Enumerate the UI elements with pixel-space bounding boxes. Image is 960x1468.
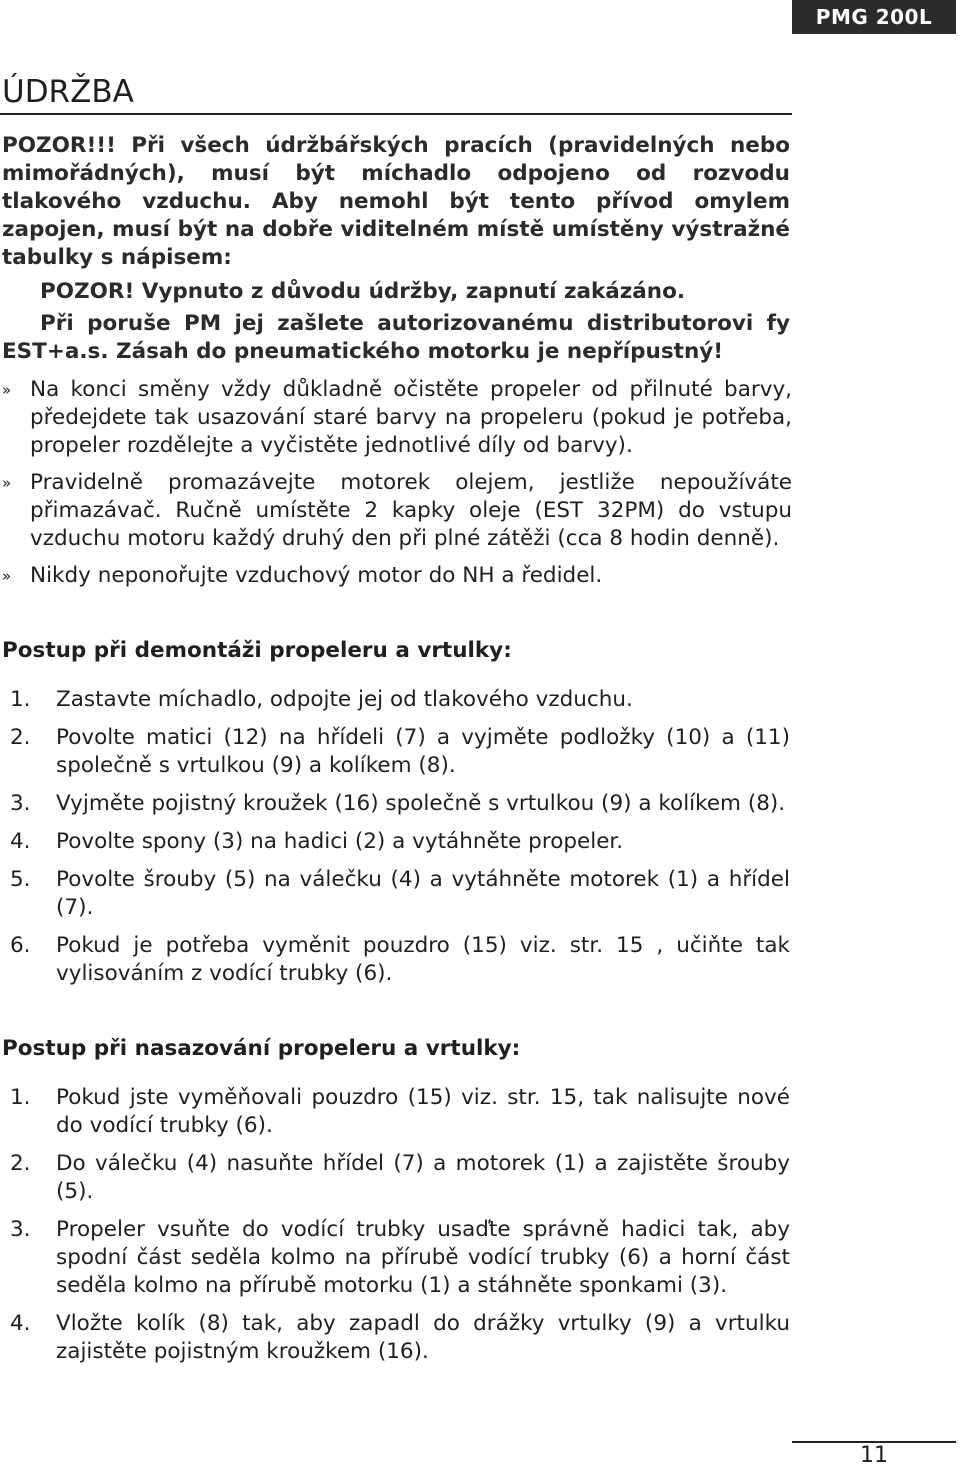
maintenance-bullets <box>2 376 792 599</box>
warning-paragraph <box>2 132 790 272</box>
bullet-item <box>2 562 792 590</box>
step-item <box>10 686 790 714</box>
step-text: Propeler vsuňte do vodící trubky usaďte správně hadici tak, aby spodní část seděla kolmo na přírubě vodící trubky (6) a horní část seděla kolmo na přírubě motorku (1) a stáhněte sponkami (3). <box>56 1217 790 1298</box>
step-number: 3. <box>10 1217 31 1242</box>
step-item <box>10 1150 790 1206</box>
service-notice: Při poruše PM jej zašlete autorizovanému distributorovi fy EST+a.s. Zásah do pneumatického motorku je nepřípustný! <box>2 311 790 364</box>
step-text: Zastavte míchadlo, odpojte jej od tlakového vzduchu. <box>56 687 633 712</box>
bullet-icon: » <box>2 474 12 492</box>
step-text: Pokud je potřeba vyměnit pouzdro (15) viz. str. 15 , učiňte tak vylisováním z vodící trubky (6). <box>56 933 790 986</box>
step-item <box>10 1084 790 1140</box>
step-number: 5. <box>10 867 31 892</box>
product-badge: PMG 200L <box>792 0 956 34</box>
demontaz-steps <box>10 686 790 998</box>
step-text: Vložte kolík (8) tak, aby zapadl do drážky vrtulky (9) a vrtulku zajistěte pojistným kroužkem (16). <box>56 1311 790 1364</box>
warning-text: Při všech údržbářských pracích (pravidelných nebo mimořádných), musí být míchadlo odpojeno od rozvodu tlakového vzduchu. Aby nemohl být tento přívod omylem zapojen, musí být na dobře viditelném místě umístěny výstražné tabulky s nápisem: <box>2 133 790 270</box>
step-number: 1. <box>10 1085 31 1110</box>
step-text: Povolte šrouby (5) na válečku (4) a vytáhněte motorek (1) a hřídel (7). <box>56 867 790 920</box>
step-item <box>10 828 790 856</box>
nasazovani-steps <box>10 1084 790 1376</box>
bullet-text: Nikdy neponořujte vzduchový motor do NH a ředidel. <box>30 563 603 588</box>
bullet-icon: » <box>2 381 12 399</box>
step-number: 4. <box>10 1311 31 1336</box>
step-number: 6. <box>10 933 31 958</box>
step-item <box>10 866 790 922</box>
step-item <box>10 932 790 988</box>
warning-sign-text: POZOR! Vypnuto z důvodu údržby, zapnutí zakázáno. <box>40 279 686 304</box>
nasazovani-heading: Postup při nasazování propeleru a vrtulky: <box>2 1036 521 1061</box>
bullet-item <box>2 469 792 553</box>
bullet-icon: » <box>2 567 12 585</box>
step-text: Do válečku (4) nasuňte hřídel (7) a motorek (1) a zajistěte šrouby (5). <box>56 1151 790 1204</box>
step-number: 2. <box>10 725 31 750</box>
bullet-item <box>2 376 792 460</box>
title-divider <box>0 113 792 115</box>
bullet-text: Pravidelně promazávejte motorek olejem, jestliže nepoužíváte přimazávač. Ručně umístěte 2 kapky oleje (EST 32PM) do vstupu vzduchu motoru každý druhý den při plné zátěži (cca 8 hodin denně). <box>30 470 792 551</box>
step-text: Pokud jste vyměňovali pouzdro (15) viz. str. 15, tak nalisujte nové do vodící trubky (6). <box>56 1085 790 1138</box>
demontaz-heading: Postup při demontáži propeleru a vrtulky: <box>2 638 512 663</box>
page-title: ÚDRŽBA <box>2 74 134 110</box>
bullet-text: Na konci směny vždy důkladně očistěte propeler od přilnuté barvy, předejdete tak usazování staré barvy na propeleru (pokud je potřeba, propeler rozdělejte a vyčistěte jednotlivé díly od barvy). <box>30 377 792 458</box>
page-number: 11 <box>860 1443 888 1468</box>
step-item <box>10 724 790 780</box>
warning-block <box>2 132 790 366</box>
warning-lead: POZOR!!! <box>2 133 116 158</box>
step-item <box>10 1216 790 1300</box>
step-text: Povolte matici (12) na hřídeli (7) a vyjměte podložky (10) a (11) společně s vrtulkou (9) a kolíkem (8). <box>56 725 790 778</box>
step-item <box>10 1310 790 1366</box>
step-number: 1. <box>10 687 31 712</box>
step-text: Vyjměte pojistný kroužek (16) společně s vrtulkou (9) a kolíkem (8). <box>56 791 786 816</box>
step-item <box>10 790 790 818</box>
step-text: Povolte spony (3) na hadici (2) a vytáhněte propeler. <box>56 829 624 854</box>
step-number: 4. <box>10 829 31 854</box>
step-number: 2. <box>10 1151 31 1176</box>
step-number: 3. <box>10 791 31 816</box>
